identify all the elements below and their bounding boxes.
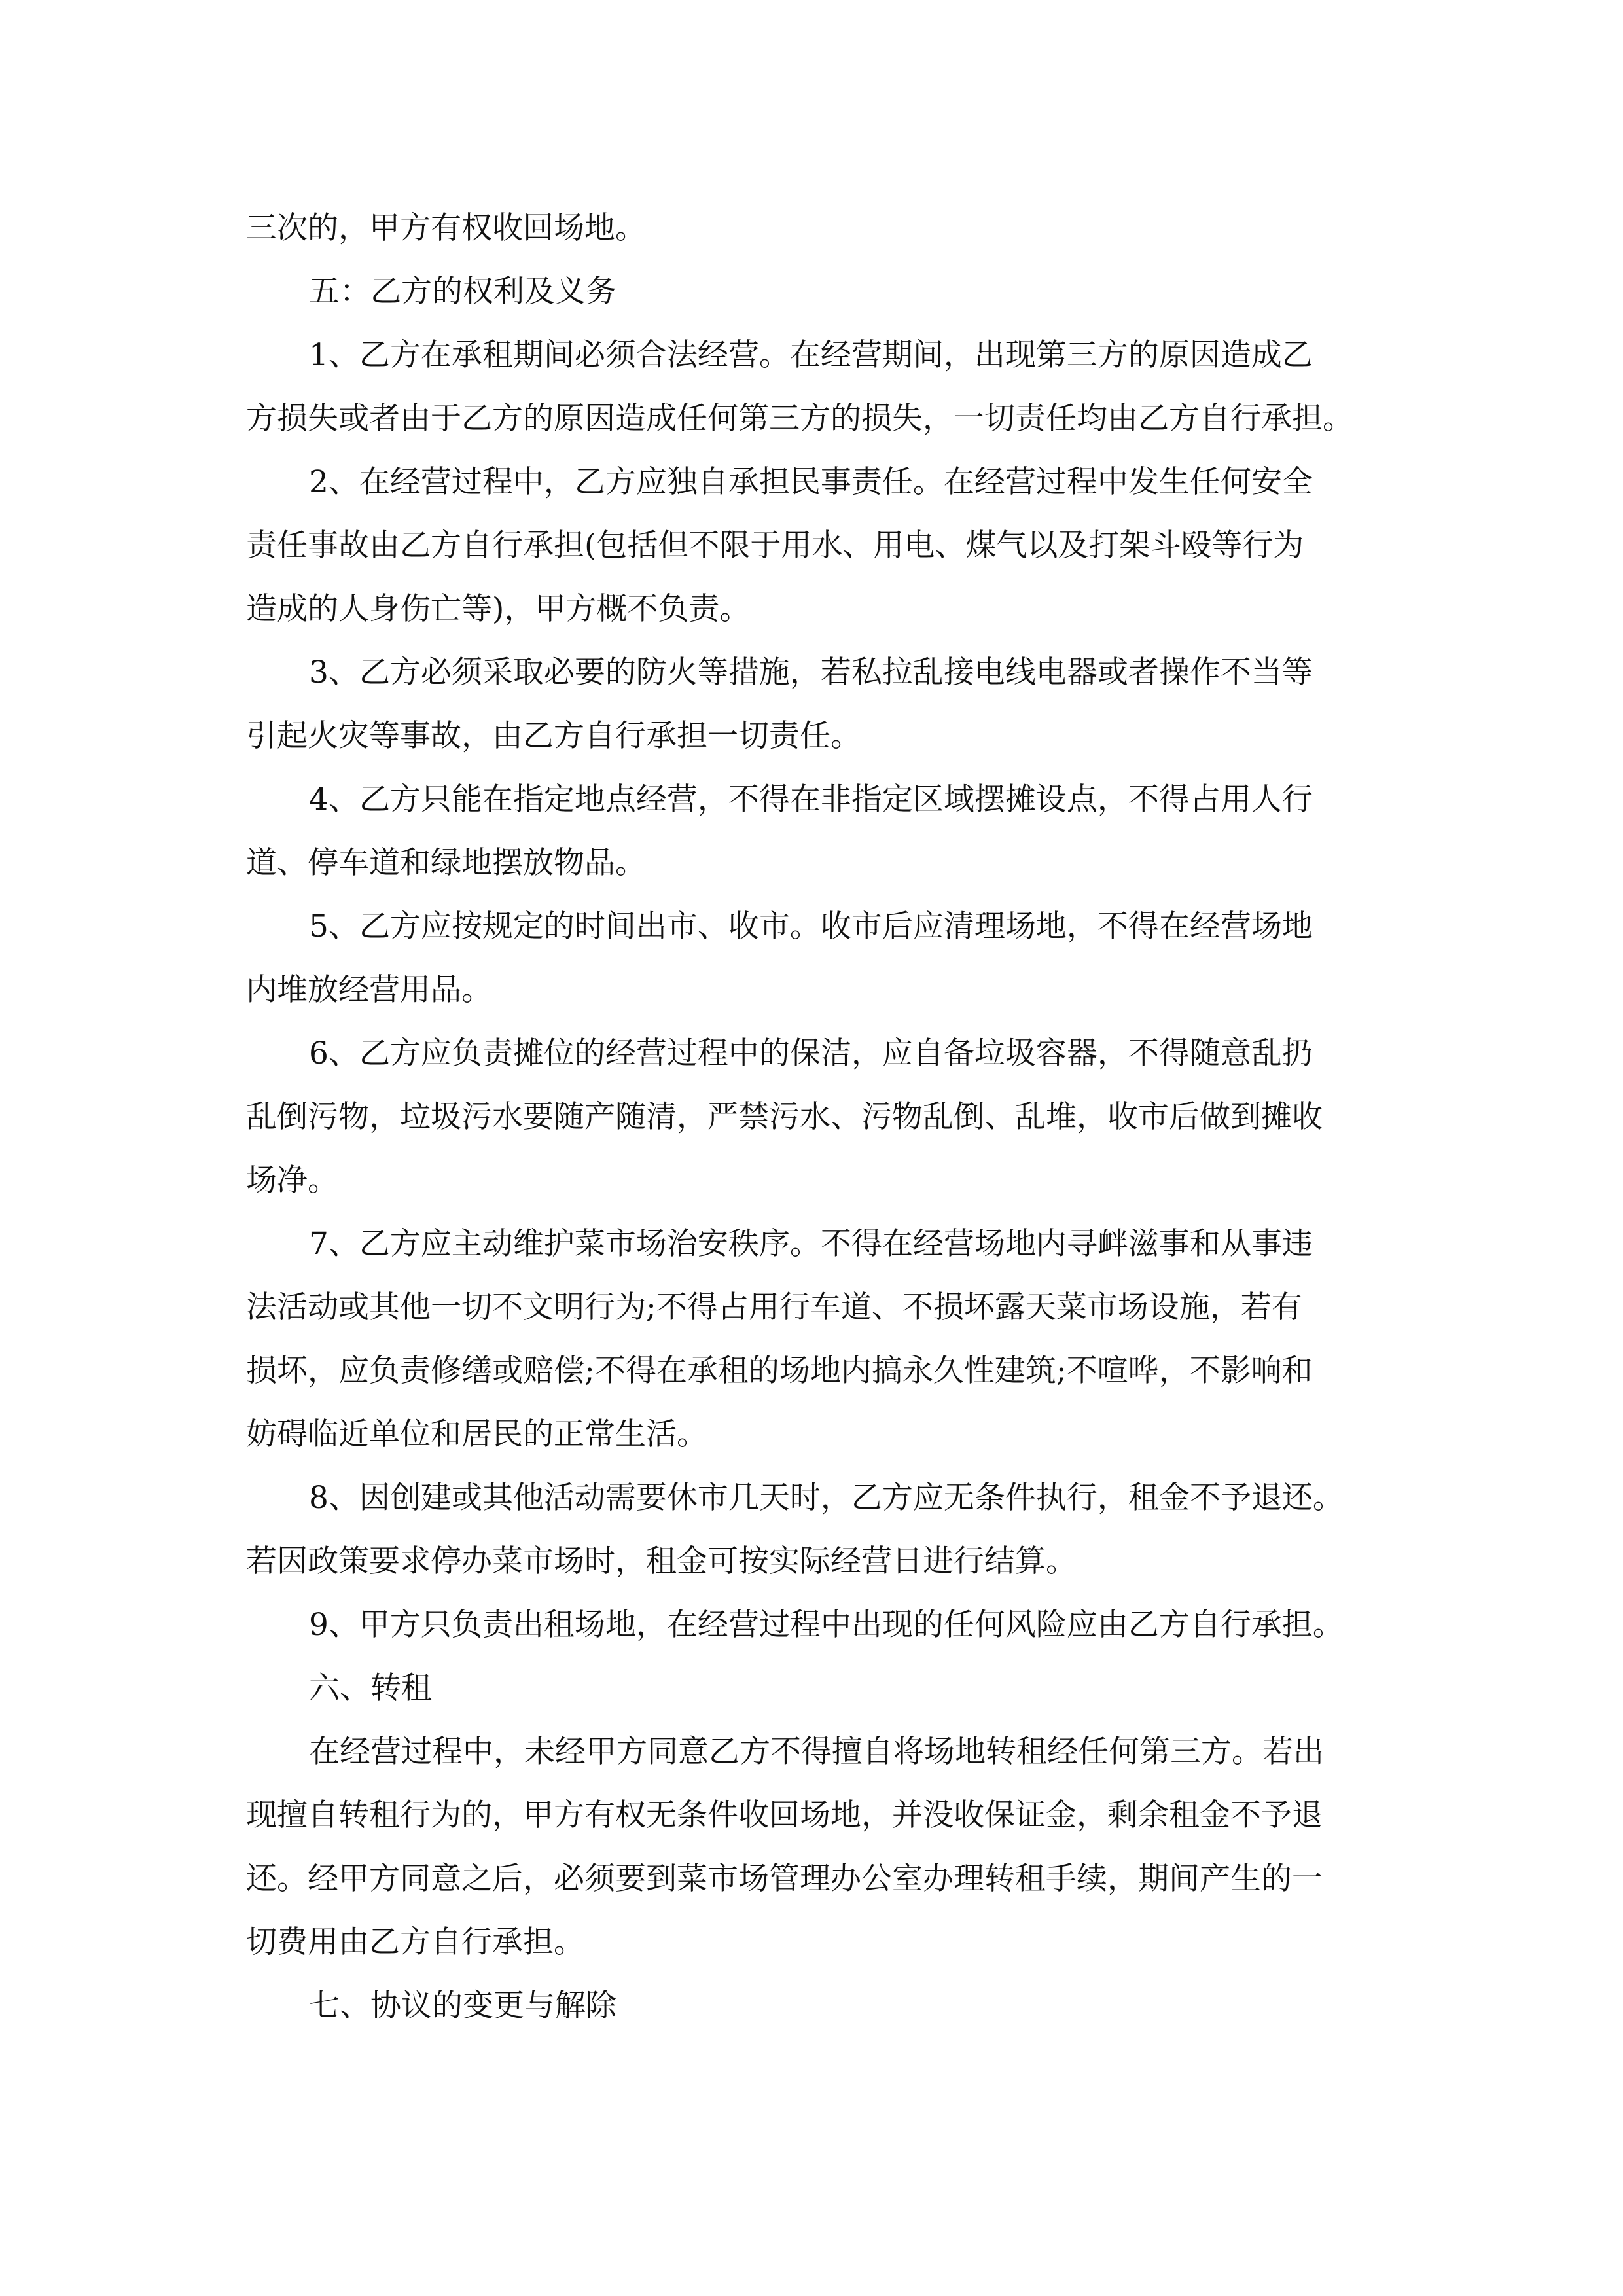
paragraph — [246, 1466, 1391, 1593]
text-line: 还。经甲方同意之后，必须要到菜市场管理办公室办理转租手续，期间产生的一 — [246, 1861, 1323, 1897]
paragraph — [246, 768, 1391, 895]
text-line: 4、乙方只能在指定地点经营，不得在非指定区域摆摊设点，不得占用人行 — [309, 781, 1313, 817]
text-line: 1、乙方在承租期间必须合法经营。在经营期间，出现第三方的原因造成乙 — [309, 337, 1313, 373]
paragraph — [246, 1022, 1391, 1212]
text-line: 切费用由乙方自行承担。 — [246, 1924, 584, 1960]
paragraph — [246, 1974, 1391, 2037]
text-line: 三次的，甲方有权收回场地。 — [246, 210, 646, 246]
paragraph — [246, 1720, 1391, 1974]
text-line: 现擅自转租行为的，甲方有权无条件收回场地，并没收保证金，剩余租金不予退 — [246, 1797, 1323, 1833]
text-line: 内堆放经营用品。 — [246, 972, 492, 1008]
paragraph — [246, 641, 1391, 768]
text-line: 7、乙方应主动维护菜市场治安秩序。不得在经营场地内寻衅滋事和从事违 — [309, 1226, 1313, 1262]
text-line: 3、乙方必须采取必要的防火等措施，若私拉乱接电线电器或者操作不当等 — [309, 655, 1313, 691]
paragraph — [246, 895, 1391, 1022]
text-line: 引起火灾等事故，由乙方自行承担一切责任。 — [246, 718, 861, 754]
paragraph — [246, 1593, 1391, 1657]
text-line: 6、乙方应负责摊位的经营过程中的保洁，应自备垃圾容器，不得随意乱扔 — [309, 1035, 1313, 1071]
paragraph — [246, 1212, 1391, 1466]
text-line: 六、转租 — [309, 1670, 432, 1706]
text-line: 5、乙方应按规定的时间出市、收市。收市后应清理场地，不得在经营场地 — [309, 908, 1313, 944]
text-line: 损坏，应负责修缮或赔偿;不得在承租的场地内搞永久性建筑;不喧哗，不影响和 — [246, 1353, 1313, 1389]
text-line: 责任事故由乙方自行承担(包括但不限于用水、用电、煤气以及打架斗殴等行为 — [246, 528, 1304, 564]
text-line: 法活动或其他一切不文明行为;不得占用行车道、不损坏露天菜市场设施，若有 — [246, 1289, 1302, 1325]
paragraph — [246, 1657, 1391, 1720]
text-line: 道、停车道和绿地摆放物品。 — [246, 845, 646, 881]
text-line: 造成的人身伤亡等)，甲方概不负责。 — [246, 591, 751, 627]
text-line: 在经营过程中，未经甲方同意乙方不得擅自将场地转租经任何第三方。若出 — [309, 1734, 1324, 1770]
text-line: 方损失或者由于乙方的原因造成任何第三方的损失，一切责任均由乙方自行承担。 — [246, 401, 1353, 437]
text-line: 乱倒污物，垃圾污水要随产随清，严禁污水、污物乱倒、乱堆，收市后做到摊收 — [246, 1099, 1323, 1135]
text-line: 五：乙方的权利及义务 — [309, 274, 616, 310]
document-page — [246, 196, 1391, 2037]
text-line: 七、协议的变更与解除 — [309, 1988, 616, 2024]
text-line: 2、在经营过程中，乙方应独自承担民事责任。在经营过程中发生任何安全 — [309, 464, 1313, 500]
text-line: 场净。 — [246, 1162, 338, 1198]
text-line: 8、因创建或其他活动需要休市几天时，乙方应无条件执行，租金不予退还。 — [309, 1480, 1344, 1516]
text-line: 若因政策要求停办菜市场时，租金可按实际经营日进行结算。 — [246, 1543, 1077, 1579]
text-line: 妨碍临近单位和居民的正常生活。 — [246, 1416, 707, 1452]
text-line: 9、甲方只负责出租场地，在经营过程中出现的任何风险应由乙方自行承担。 — [309, 1607, 1344, 1643]
paragraph — [246, 196, 1391, 260]
paragraph — [246, 450, 1391, 641]
paragraph — [246, 260, 1391, 323]
paragraph — [246, 323, 1391, 450]
